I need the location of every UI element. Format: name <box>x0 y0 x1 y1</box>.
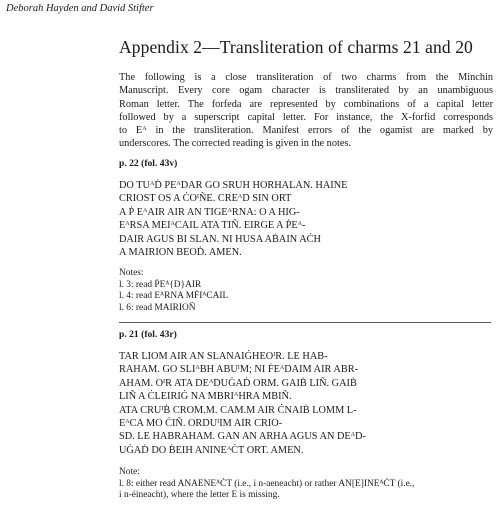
intro-line: The following is a close transliteration of two charms from the Minchin <box>119 72 493 83</box>
charm-line: RAHAM. GO SLIᴬBH ABUᴵM; NI ḞEᴬDAIM AIR ABR- <box>119 364 359 376</box>
charm-21-text <box>119 179 493 259</box>
intro-line: underscores. The corrected reading is given in the notes. <box>119 138 351 150</box>
notes-p22 <box>119 268 493 314</box>
note-line: l. 4: read EᴬRNA MḞIᴬCAIL <box>119 291 229 302</box>
note-line: i n-éineacht), where the letter E is missing. <box>119 490 280 501</box>
charm-line: EᴬCA MO ĊIÑ. ORDUᴵIM AIR CRIO- <box>119 418 283 430</box>
note-line: l. 3: read ṖEᴬ{D}AIR <box>119 279 202 290</box>
intro-line: Manuscript. Every core ogam character is transliterated by an unambiguous <box>119 85 493 97</box>
charm-line: TAR LIOM AIR AN SLANAIĠHEOᴵR. LE HAB- <box>119 351 328 362</box>
charm-line: ATA CRUᴵḂ CROM.M. CAM.M AIR ĊNAIḂ LOMM L- <box>119 404 357 416</box>
section-divider <box>119 322 491 323</box>
intro-paragraph <box>119 71 493 151</box>
charm-line: SD. LE HABRAHAM. GAN AN ARHA AGUS AN DEᴬD- <box>119 431 366 443</box>
charm-line: LIÑ A ĊLEIRIĠ NA MBRIᴬHRA MBIÑ. <box>119 391 292 403</box>
note-line: l. 6: read MAIRIOÑ <box>119 302 196 313</box>
section-heading-p21: p. 21 (fol. 43r) <box>119 329 177 340</box>
notes-label: Note: <box>119 467 140 477</box>
intro-line: Roman letter. The forfeda are represented by combinations of a capital letter <box>119 98 493 110</box>
note-line: l. 8: either read ANAENEᴬĊT (i.e., i n-aeneacht) or rather AN[E]INEᴬĊT (i.e., <box>119 478 415 489</box>
section-heading-p22: p. 22 (fol. 43v) <box>119 158 178 169</box>
charm-line: DAIR AGUS BI SLAN. NI HUSA AḂAIN AĊH <box>119 233 321 245</box>
charm-line: DO TUᴬḊ PEᴬDAR GO SRUH HORHALAN. HAINE <box>119 180 348 191</box>
charm-line: AHAM. OᴵR ATA DEᴬDUĠAḊ ORM. GAIḂ LIÑ. GAIḂ <box>119 377 357 389</box>
charm-line: EᴬRSA MEIᴬCAIL ATA TIÑ. EIRGE A ṖEᴬ- <box>119 220 306 232</box>
charm-line: A MAIRION BEOḊ. AMEN. <box>119 247 242 259</box>
notes-label: Notes: <box>119 268 144 278</box>
notes-p21 <box>119 467 493 502</box>
intro-line: followed by a superscript capital letter. For instance, the X-forfid corresponds <box>119 111 493 123</box>
charm-line: A Ṗ EᴬAIR AIR AN TIGEᴬRNA: O A HIG- <box>119 206 300 218</box>
page-title: Appendix 2—Transliteration of charms 21 and 20 <box>119 37 473 57</box>
charm-20-text <box>119 350 493 457</box>
charm-line: UĠAḊ DO ḂEIH ANINEᴬĊT ORT. AMEN. <box>119 444 304 456</box>
charm-line: CRIOST OS A ĊOᴵÑE. CREᴬD SIN ORT <box>119 193 292 205</box>
intro-line: to Eᴬ in the transliteration. Manifest errors of the ogamist are marked by <box>119 125 493 137</box>
running-head: Deborah Hayden and David Stifter <box>6 3 154 14</box>
